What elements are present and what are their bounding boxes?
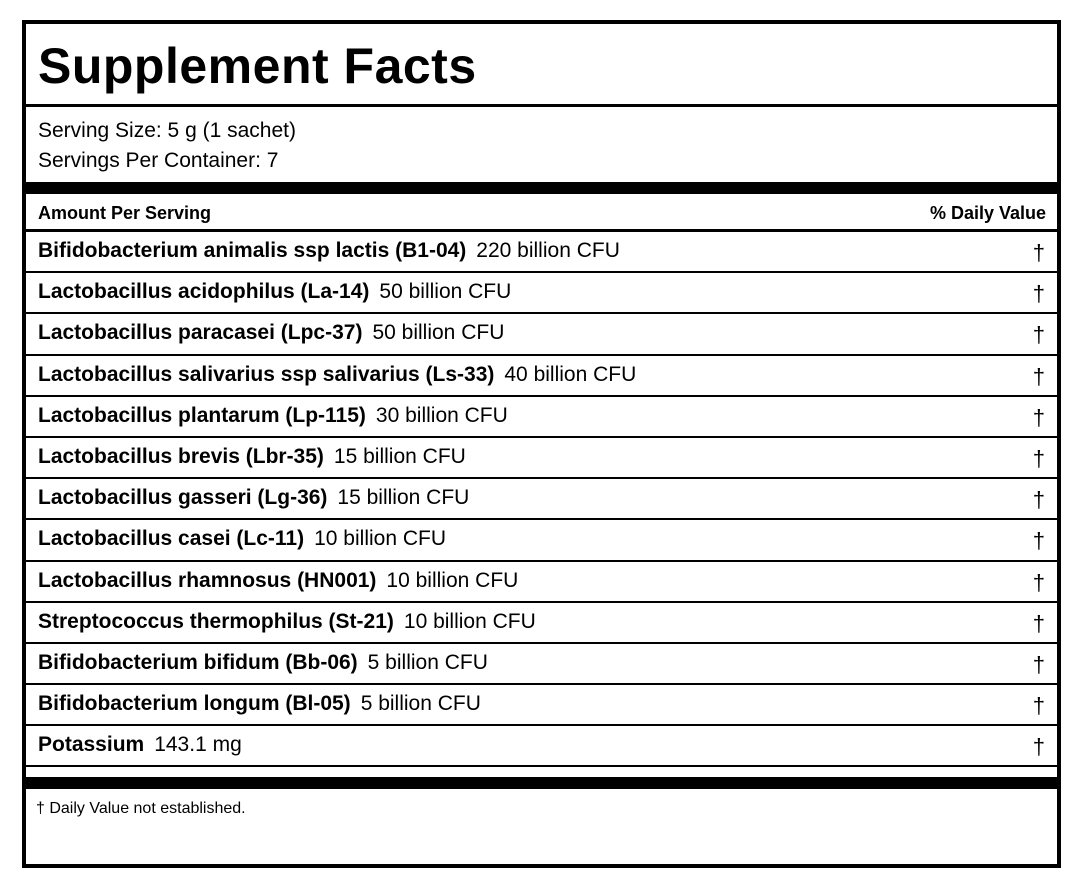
ingredient-amount: 220 billion CFU xyxy=(476,239,620,262)
daily-value-mark: † xyxy=(1032,610,1045,636)
footnote: † Daily Value not established. xyxy=(36,800,246,817)
ingredient-row xyxy=(26,438,1057,479)
thick-divider-top xyxy=(26,182,1057,194)
panel-title: Supplement Facts xyxy=(38,38,477,94)
ingredient-row xyxy=(26,397,1057,438)
daily-value-mark: † xyxy=(1032,240,1045,265)
ingredient-text xyxy=(38,651,488,675)
ingredient-row xyxy=(26,685,1057,726)
ingredient-list xyxy=(26,232,1057,767)
ingredient-row xyxy=(26,273,1057,314)
daily-value-mark: † xyxy=(1032,528,1045,554)
ingredient-row xyxy=(26,314,1057,355)
ingredient-name: Streptococcus thermophilus (St-21) xyxy=(38,609,394,633)
daily-value-mark: † xyxy=(1032,734,1045,760)
ingredient-amount: 10 billion CFU xyxy=(314,527,446,551)
ingredient-row xyxy=(26,603,1057,644)
ingredient-name: Lactobacillus casei (Lc-11) xyxy=(38,527,305,551)
ingredient-amount: 15 billion CFU xyxy=(333,444,466,468)
ingredient-name: Lactobacillus rhamnosus (HN001) xyxy=(38,568,377,592)
daily-value-mark: † xyxy=(1032,651,1045,677)
daily-value-mark: † xyxy=(1032,569,1045,595)
ingredient-name: Lactobacillus salivarius ssp salivarius (Ls-33) xyxy=(38,362,495,386)
daily-value-mark: † xyxy=(1032,445,1045,471)
ingredient-row xyxy=(26,726,1057,767)
ingredient-text xyxy=(38,527,446,551)
ingredient-row xyxy=(26,232,1057,273)
ingredient-text xyxy=(38,569,518,593)
ingredient-name: Potassium xyxy=(38,733,145,757)
ingredient-text xyxy=(38,363,636,387)
ingredient-name: Lactobacillus brevis (Lbr-35) xyxy=(38,444,324,468)
ingredient-text xyxy=(38,239,620,263)
ingredient-name: Bifidobacterium bifidum (Bb-06) xyxy=(38,650,358,674)
supplement-facts-panel xyxy=(22,20,1061,868)
ingredient-amount: 30 billion CFU xyxy=(375,403,508,427)
ingredient-row xyxy=(26,644,1057,685)
daily-value-mark: † xyxy=(1032,322,1045,348)
ingredient-row xyxy=(26,479,1057,520)
ingredient-amount: 5 billion CFU xyxy=(367,650,488,674)
ingredient-amount: 10 billion CFU xyxy=(403,609,536,633)
amount-per-serving-label: Amount Per Serving xyxy=(38,203,212,223)
ingredient-name: Bifidobacterium longum (Bl-05) xyxy=(38,692,351,716)
ingredient-text xyxy=(38,404,508,428)
ingredient-text xyxy=(38,280,511,304)
ingredient-text xyxy=(38,692,481,716)
ingredient-amount: 5 billion CFU xyxy=(360,692,481,716)
daily-value-mark: † xyxy=(1032,693,1045,719)
ingredient-row xyxy=(26,520,1057,561)
daily-value-label: % Daily Value xyxy=(929,203,1046,223)
ingredient-text xyxy=(38,321,504,345)
servings-per-container: Servings Per Container: 7 xyxy=(38,149,279,172)
amount-header xyxy=(26,196,1057,232)
ingredient-name: Bifidobacterium animalis ssp lactis (B1-04) xyxy=(38,239,467,262)
ingredient-amount: 50 billion CFU xyxy=(372,321,505,345)
daily-value-mark: † xyxy=(1032,281,1045,307)
ingredient-name: Lactobacillus acidophilus (La-14) xyxy=(38,280,370,304)
ingredient-name: Lactobacillus plantarum (Lp-115) xyxy=(38,403,366,427)
daily-value-mark: † xyxy=(1032,404,1045,430)
ingredient-amount: 143.1 mg xyxy=(154,733,242,757)
daily-value-mark: † xyxy=(1032,487,1045,513)
ingredient-row xyxy=(26,356,1057,397)
serving-info xyxy=(38,116,296,176)
thick-divider-bottom xyxy=(26,777,1057,789)
ingredient-text xyxy=(38,733,242,757)
serving-size: Serving Size: 5 g (1 sachet) xyxy=(38,119,296,142)
ingredient-amount: 10 billion CFU xyxy=(386,568,519,592)
ingredient-amount: 40 billion CFU xyxy=(504,362,637,386)
title-band xyxy=(26,24,1057,107)
ingredient-text xyxy=(38,445,466,469)
ingredient-name: Lactobacillus paracasei (Lpc-37) xyxy=(38,321,363,345)
ingredient-name: Lactobacillus gasseri (Lg-36) xyxy=(38,486,328,510)
daily-value-mark: † xyxy=(1032,363,1045,389)
ingredient-text xyxy=(38,610,536,634)
ingredient-amount: 50 billion CFU xyxy=(379,280,512,304)
ingredient-amount: 15 billion CFU xyxy=(337,486,470,510)
ingredient-row xyxy=(26,562,1057,603)
ingredient-text xyxy=(38,486,469,510)
